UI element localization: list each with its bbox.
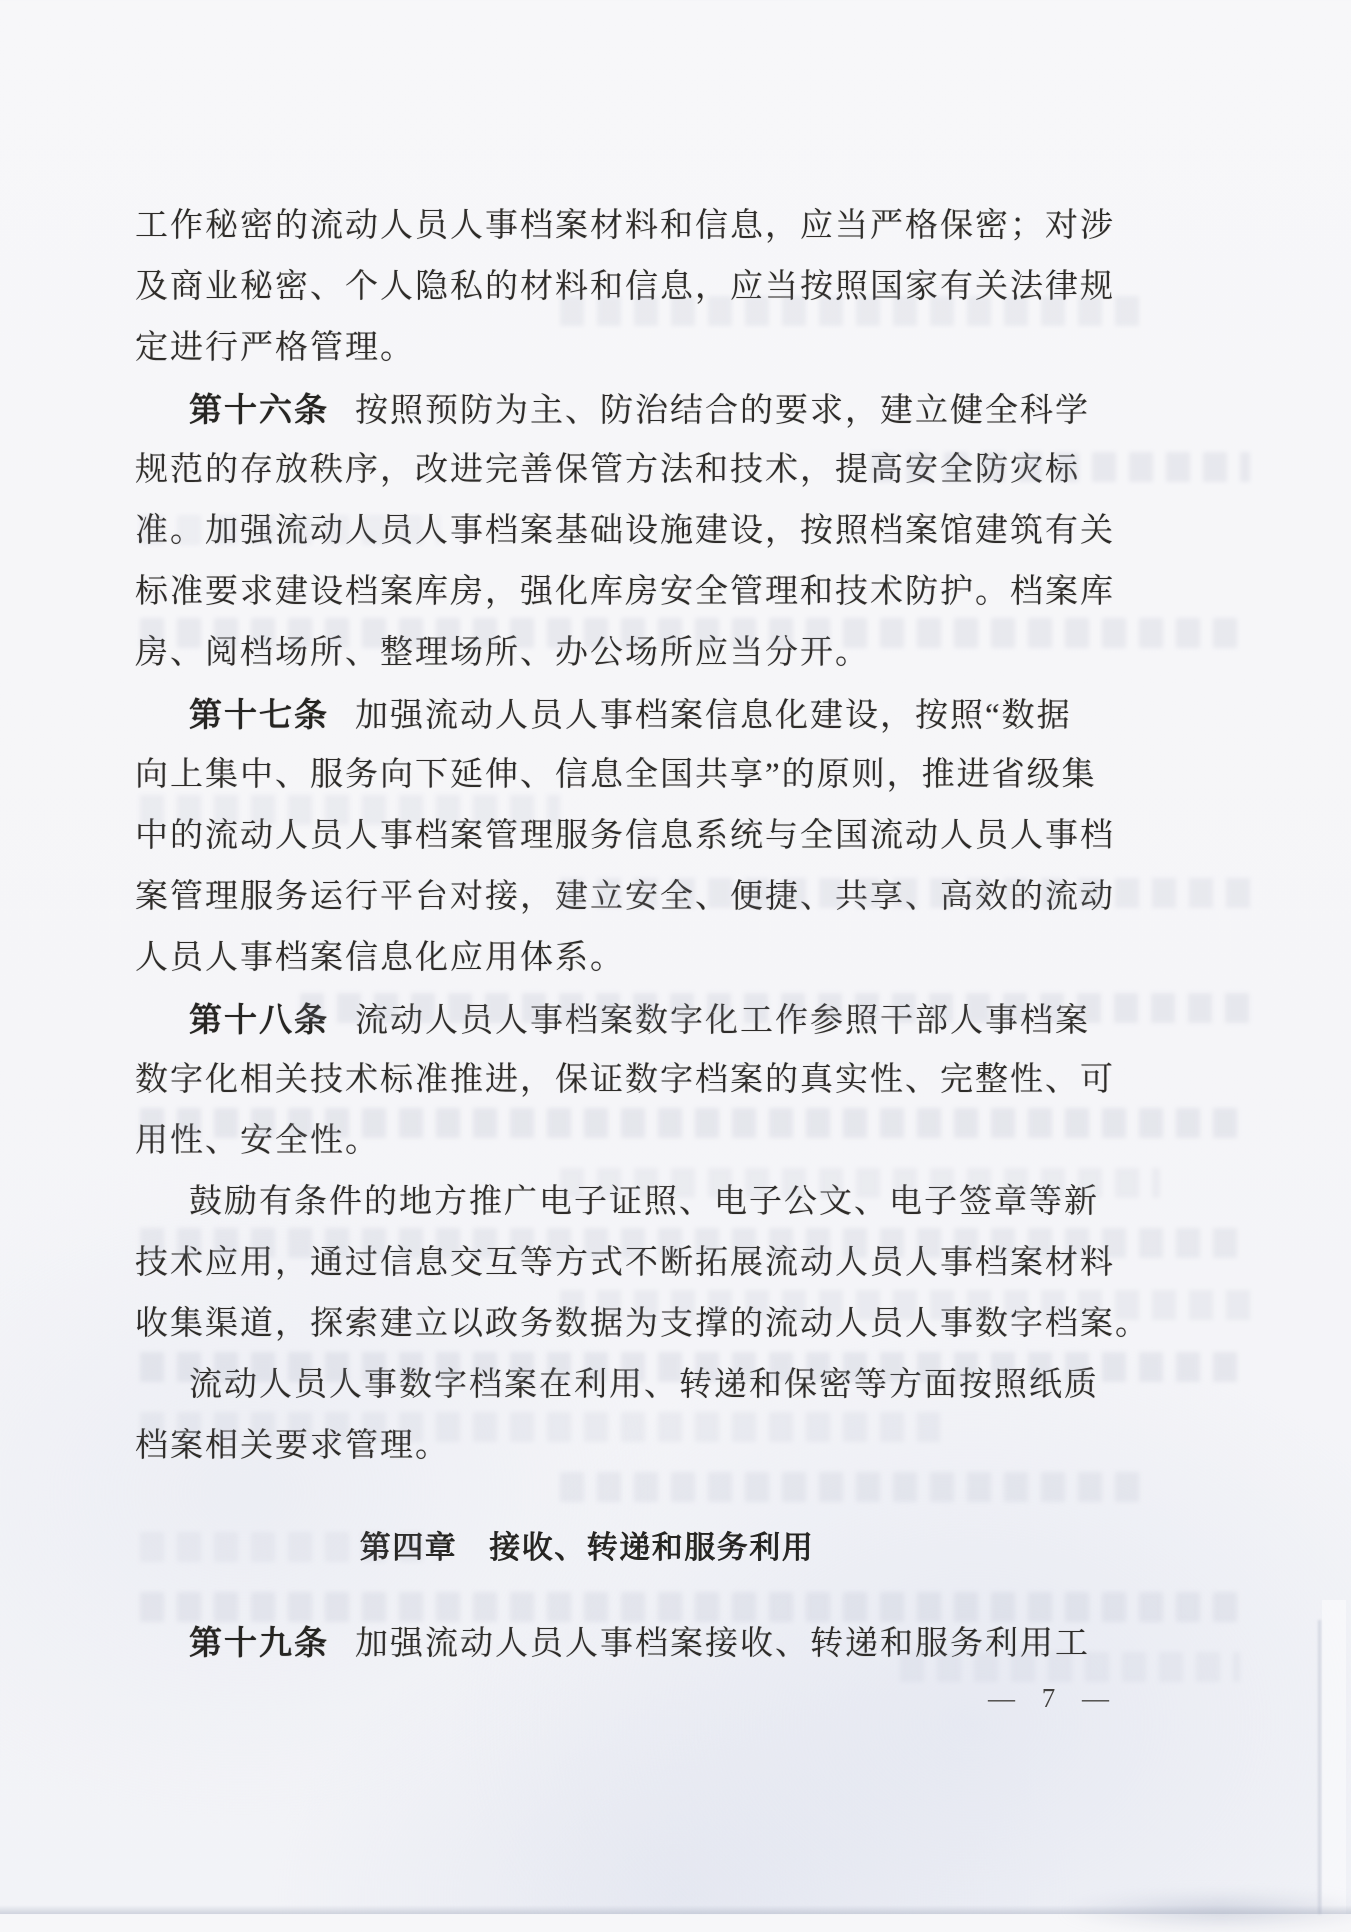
text-run: 技术应用，通过信息交互等方式不断拓展流动人员人事档案材料: [135, 1245, 1115, 1281]
body-line: [135, 1111, 1195, 1172]
text-run: 房、阅档场所、整理场所、办公场所应当分开。: [135, 635, 870, 671]
body-line: [135, 989, 1195, 1050]
text-run: 人员人事档案信息化应用体系。: [135, 940, 625, 976]
body-line: [135, 379, 1195, 440]
body-line: [135, 1416, 1195, 1477]
text-run: 流动人员人事档案数字化工作参照干部人事档案: [355, 1003, 1090, 1039]
page-number: — 7 —: [988, 1683, 1112, 1713]
body-line: [135, 806, 1195, 867]
body-line: [135, 257, 1195, 318]
body-line: [135, 501, 1195, 562]
text-run: 规范的存放秩序，改进完善保管方法和技术，提高安全防灾标: [135, 452, 1080, 488]
body-line: [135, 745, 1195, 806]
body-line: [135, 196, 1195, 257]
bold-article-label: 第十九条: [189, 1623, 329, 1662]
text-flow: [135, 196, 1195, 1673]
bold-article-label: 第十六条: [189, 390, 329, 429]
text-run: 加强流动人员人事档案信息化建设，按照“数据: [355, 698, 1072, 734]
text-run: 加强流动人员人事档案接收、转递和服务利用工: [355, 1626, 1090, 1662]
body-line: [135, 1233, 1195, 1294]
body-line: [135, 440, 1195, 501]
text-run: 定进行严格管理。: [135, 330, 415, 366]
text-run: 鼓励有条件的地方推广电子证照、电子公文、电子签章等新: [189, 1184, 1099, 1220]
bold-article-label: 第四章: [359, 1530, 458, 1566]
text-run: 向上集中、服务向下延伸、信息全国共享”的原则，推进省级集: [135, 757, 1097, 793]
bold-article-label: 接收、转递和服务利用: [489, 1530, 815, 1566]
text-run: 数字化相关技术标准推进，保证数字档案的真实性、完整性、可: [135, 1062, 1115, 1098]
text-run: 工作秘密的流动人员人事档案材料和信息，应当严格保密；对涉: [135, 208, 1115, 244]
text-run: 收集渠道，探索建立以政务数据为支撑的流动人员人事数字档案。: [135, 1306, 1150, 1342]
chapter-heading: [57, 1477, 1117, 1612]
text-run: 档案相关要求管理。: [135, 1428, 450, 1464]
body-line: [135, 1294, 1195, 1355]
text-run: 及商业秘密、个人隐私的材料和信息，应当按照国家有关法律规: [135, 269, 1115, 305]
body-line: [135, 562, 1195, 623]
scan-bottom-edge: [0, 1905, 1351, 1914]
body-line: [135, 867, 1195, 928]
body-line: [135, 1172, 1195, 1233]
text-run: 中的流动人员人事档案管理服务信息系统与全国流动人员人事档: [135, 818, 1115, 854]
body-line: [135, 1050, 1195, 1111]
text-run: 用性、安全性。: [135, 1123, 380, 1159]
body-line: [135, 684, 1195, 745]
text-run: 准。加强流动人员人事档案基础设施建设，按照档案馆建筑有关: [135, 513, 1115, 549]
body-line: [135, 1355, 1195, 1416]
text-run: 按照预防为主、防治结合的要求，建立健全科学: [355, 393, 1090, 429]
body-line: [135, 1612, 1195, 1673]
text-run: 标准要求建设档案库房，强化库房安全管理和技术防护。档案库: [135, 574, 1115, 610]
text-run: 流动人员人事数字档案在利用、转递和保密等方面按照纸质: [189, 1367, 1099, 1403]
bold-article-label: 第十七条: [189, 695, 329, 734]
text-run: 案管理服务运行平台对接，建立安全、便捷、共享、高效的流动: [135, 879, 1115, 915]
body-line: [135, 318, 1195, 379]
body-line: [135, 623, 1195, 684]
bold-article-label: 第十八条: [189, 1000, 329, 1039]
body-line: [135, 928, 1195, 989]
